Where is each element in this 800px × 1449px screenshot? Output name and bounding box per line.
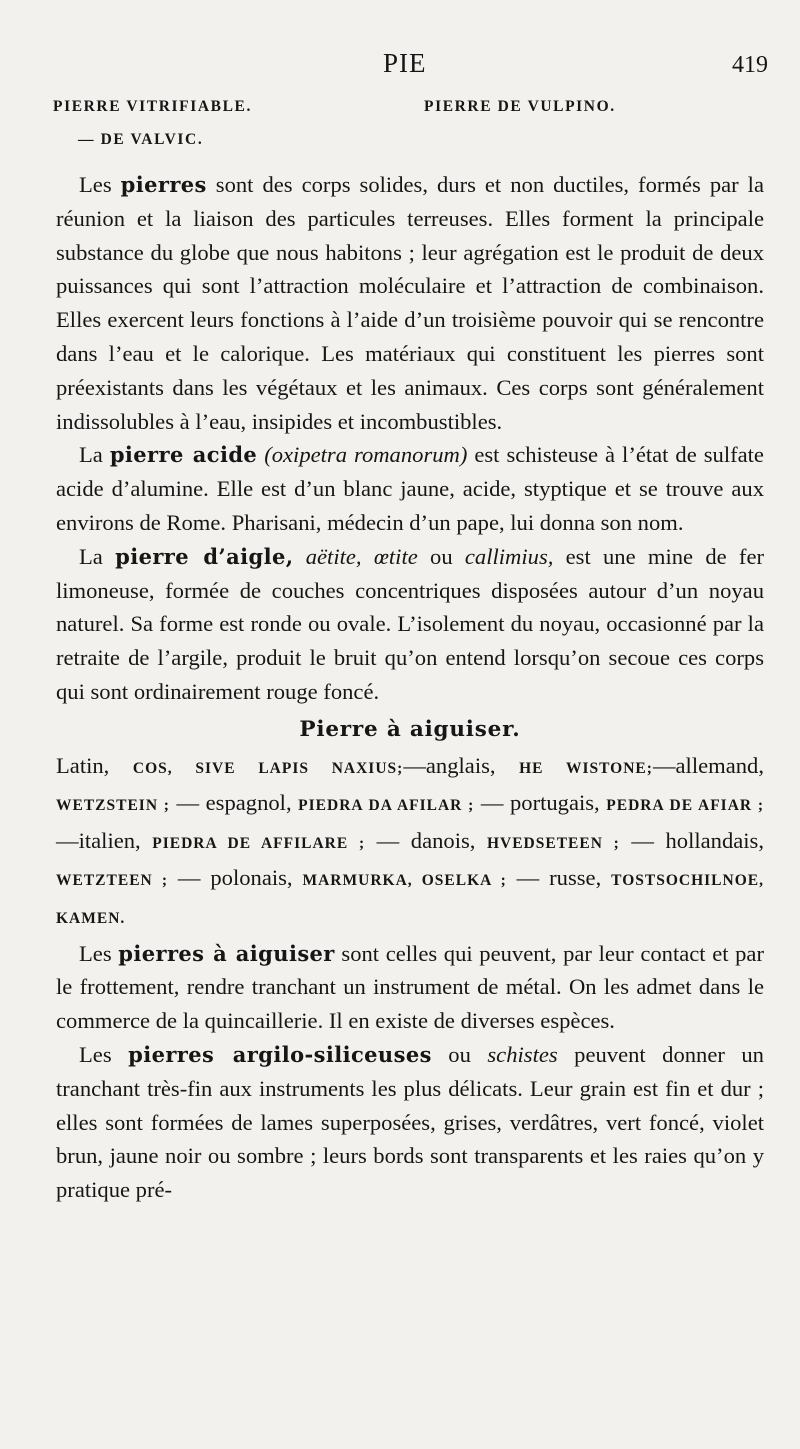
guide-word-continued: — DE VALVIC. [78, 131, 204, 148]
page-header [0, 48, 800, 88]
term-pierres-a-aiguiser: pierres à aiguiser [118, 940, 335, 966]
latin-name: (oxipetra romanorum) [264, 442, 468, 468]
language-label: — hollandais, [631, 827, 764, 853]
language-term: PEDRA DE AFIAR ; [606, 797, 765, 815]
paragraph-pierres [56, 168, 764, 438]
term-pierre-acide: pierre acide [109, 442, 258, 468]
language-label: — portugais, [480, 790, 600, 816]
guide-word-right: PIERRE DE VULPINO. [424, 98, 616, 115]
synonym-name: schistes [487, 1041, 558, 1067]
language-label: — espagnol, [176, 790, 292, 816]
language-label: —allemand, [652, 752, 764, 778]
paragraph-lead: La [79, 442, 103, 468]
conjunction: ou [448, 1041, 471, 1067]
language-label: — russe, [516, 865, 602, 891]
language-label: — polonais, [177, 865, 293, 891]
paragraph-lead: Les [79, 940, 112, 966]
language-term: PIEDRA DE AFFILARE ; [152, 834, 366, 852]
language-term: HE WISTONE; [519, 759, 653, 777]
language-label: Latin, [56, 752, 110, 778]
term-pierres: pierres [120, 172, 207, 197]
paragraph-pierres-a-aiguiser [56, 937, 764, 1038]
language-term: MARMURKA, OSELKA ; [302, 872, 507, 890]
paragraph-pierres-argilo-siliceuses [56, 1038, 764, 1207]
running-head: PIE [383, 48, 427, 78]
language-label: —anglais, [403, 752, 496, 778]
language-label: — danois, [376, 827, 476, 853]
language-term: COS, SIVE LAPIS NAXIUS; [132, 759, 404, 777]
paragraph-lead: Les [79, 1041, 112, 1067]
synonym-name: callimius, [464, 543, 554, 569]
section-heading: Pierre à aiguiser. [299, 716, 521, 742]
paragraph-text: sont des corps solides, durs et non ductiles, formés par la réunion et la liaison des particules terreuses. Elles forment la principale substance du globe que nous habitons ; leur agrégation est le produit de deux puissances qui sont l’attraction moléculaire et l’attraction de combinaison. Elles exercent leurs fonctions à l’aide d’un troisième pouvoir qui se rencontre dans l’eau et le calorique. Les matériaux qui constituent les pierres sont préexistants dans les végétaux et les animaux. Ces corps sont généralement indissolubles à l’eau, insipides et incombustibles. [56, 172, 764, 434]
guide-word-left: PIERRE VITRIFIABLE. [53, 98, 252, 115]
paragraph-text: peuvent donner un tranchant très-fin aux instruments les plus délicats. Leur grain est fin et dur ; elles sont formées de lames superposées, grises, verdâtres, vert foncé, violet brun, jaune noir ou sombre ; leurs bords sont transparents et les raies qu’on y pratique pré- [56, 1041, 764, 1203]
paragraph-pierre-acide [56, 438, 764, 539]
paragraph-lead: La [79, 543, 103, 569]
page-number: 419 [732, 52, 768, 78]
term-pierre-aigle: pierre d’aigle, [115, 543, 294, 569]
conjunction: ou [430, 543, 453, 569]
term-pierres-argilo-siliceuses: pierres argilo-siliceuses [128, 1041, 432, 1067]
language-term: TOSTSOCHILNOE, KAMEN. [56, 872, 764, 927]
translations-paragraph [56, 749, 764, 937]
synonym-names: aëtite, œtite [305, 543, 418, 569]
paragraph-text: sont celles qui peuvent, par leur contact et par le frottement, rendre tranchant un instrument de métal. On les admet dans le commerce de la quincaillerie. Il en existe de diverses espèces. [56, 940, 764, 1034]
paragraph-text: est schisteuse à l’état de sulfate acide d’alumine. Elle est d’un blanc jaune, acide, styptique et se trouve aux environs de Rome. Pharisani, médecin d’un pape, lui donna son nom. [56, 442, 764, 535]
translations-block [56, 749, 764, 937]
language-label: —italien, [56, 827, 141, 853]
language-term: WETZTEEN ; [56, 872, 168, 890]
paragraph-pierre-aigle [56, 540, 764, 709]
language-term: WETZSTEIN ; [56, 797, 170, 815]
language-term: HVEDSETEEN ; [486, 834, 620, 852]
paragraph-lead: Les [79, 172, 112, 197]
language-term: PIEDRA DA AFILAR ; [298, 797, 475, 815]
body-text [56, 168, 764, 1207]
paragraph-text: est une mine de fer limoneuse, formée de couches concentriques disposées autour d’un noyau naturel. Sa forme est ronde ou ovale. L’isolement du noyau, occasionné par la retraite de l’argile, produit le bruit qu’on entend lorsqu’on secoue ces corps qui sont ordinairement rouge foncé. [56, 543, 764, 704]
